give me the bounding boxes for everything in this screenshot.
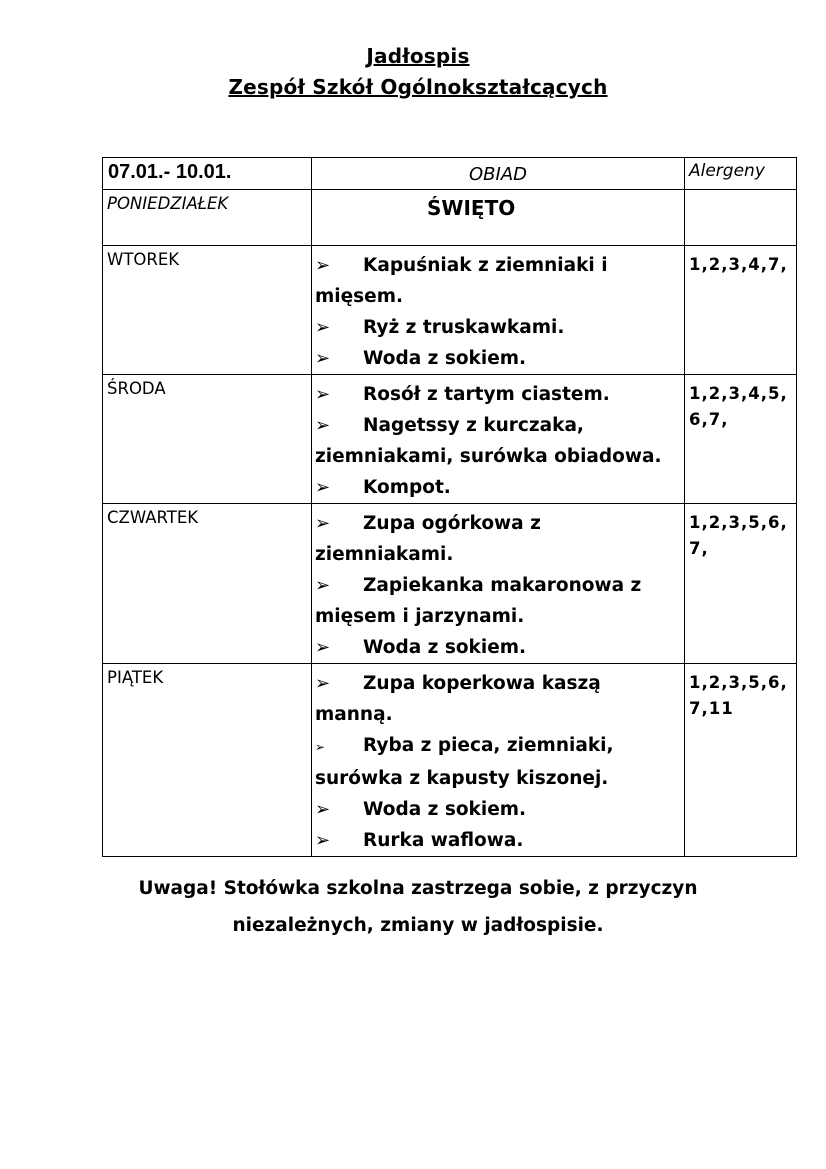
allergens-cell: 1,2,3,4,5, 6,7, [685,375,797,504]
day-label: PIĄTEK [103,664,312,857]
dish-item: ➢ Ryż z truskawkami. [315,312,682,343]
table-row-tuesday [103,246,797,375]
dish-item: ➢ Woda z sokiem. [315,632,682,663]
arrow-bullet-icon: ➢ [315,799,331,820]
allergens-cell: 1,2,3,5,6, 7, [685,504,797,664]
arrow-bullet-icon: ➢ [315,255,331,276]
dishes-cell [312,246,685,375]
allergens-cell: 1,2,3,4,7, [685,246,797,375]
arrow-bullet-icon: ➢ [315,673,331,694]
arrow-bullet-icon: ➢ [315,637,331,658]
meal-column-header: OBIAD [312,158,685,190]
dish-item: ➢ Kompot. [315,472,682,503]
arrow-bullet-icon: ➢ [315,575,331,596]
table-row-thursday [103,504,797,664]
day-label: WTOREK [103,246,312,375]
arrow-bullet-icon: ➢ [315,415,331,436]
notice-line-2: niezależnych, zmiany w jadłospisie. [232,915,604,936]
day-label: CZWARTEK [103,504,312,664]
school-name: Zespół Szkół Ogólnokształcących [228,75,608,99]
dish-item: ➢ Rosół z tartym ciastem. [315,379,682,410]
dishes-cell [312,504,685,664]
dish-item: ➢ Rurka waflowa. [315,825,682,856]
dish-item: ➢ Zapiekanka makaronowa z mięsem i jarzynami. [315,570,682,632]
table-row-friday [103,664,797,857]
dish-item: ➢ Zupa ogórkowa z ziemniakami. [315,508,682,570]
dish-item: ➢ Ryba z pieca, ziemniaki, surówka z kapusty kiszonej. [315,730,682,794]
day-label: ŚRODA [103,375,312,504]
day-label: PONIEDZIAŁEK [103,190,312,246]
dish-item: ➢ Kapuśniak z ziemniaki i mięsem. [315,250,682,312]
allergens-column-header: Alergeny [685,158,797,190]
table-row-monday [103,190,797,246]
dish-item: ➢ Woda z sokiem. [315,794,682,825]
dish-item: ➢ Woda z sokiem. [315,343,682,374]
allergens-cell [685,190,797,246]
allergens-cell: 1,2,3,5,6, 7,11 [685,664,797,857]
table-header-row [103,158,797,190]
arrow-bullet-icon: ➢ [315,740,326,754]
arrow-bullet-icon: ➢ [315,830,331,851]
date-range: 07.01.- 10.01. [103,158,312,190]
dish-item: ➢ Zupa koperkowa kaszą manną. [315,668,682,730]
menu-table [102,157,797,857]
dishes-cell [312,664,685,857]
arrow-bullet-icon: ➢ [315,477,331,498]
page-title: Jadłospis [366,44,470,68]
notice-line-1: Uwaga! Stołówka szkolna zastrzega sobie, z przyczyn [138,878,698,899]
arrow-bullet-icon: ➢ [315,317,331,338]
table-row-wednesday [103,375,797,504]
arrow-bullet-icon: ➢ [315,384,331,405]
arrow-bullet-icon: ➢ [315,348,331,369]
arrow-bullet-icon: ➢ [315,513,331,534]
holiday-label: ŚWIĘTO [312,190,685,246]
dish-item: ➢ Nagetssy z kurczaka, ziemniakami, surówka obiadowa. [315,410,682,472]
dishes-cell [312,375,685,504]
